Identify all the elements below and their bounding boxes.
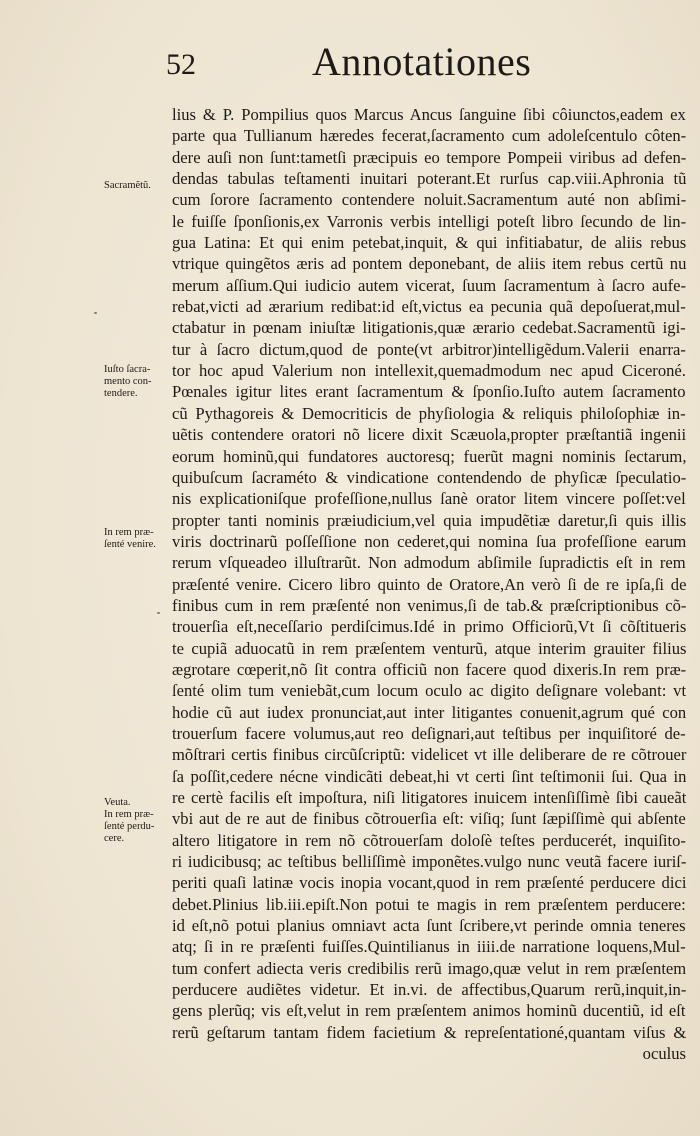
margin-note-line: ſenté perdu-	[104, 821, 155, 832]
text-line: lius & P. Pompilius quos Marcus Ancus ſanguine ſibi côiunctos,eadem ex	[172, 105, 686, 124]
body-text	[172, 104, 686, 1064]
text-line: re certè facilis eſt impoſtura, niſi litigatores inuicem intenſiſſimè ſibi caueãt	[172, 788, 687, 807]
text-line: parte qua Tullianum hæredes fecerat,ſacramento cum adoleſcentulo côten-	[172, 126, 687, 146]
margin-note-sacramentum	[104, 180, 170, 192]
text-line: tum confert adiecta veris credibilis rerũ imago,quæ velut in rem præſentem	[172, 958, 687, 978]
text-line: viris doctrinarũ poſſeſſione non cederet,qui nomina ſua profeſſione earum	[172, 531, 687, 551]
margin-note-iusto-sacramento	[104, 364, 170, 400]
text-line: te cupiã aduocatũ in rem præſentem venturũ, atque interim grauiter filius	[172, 638, 687, 658]
text-line: oculus	[642, 1044, 686, 1064]
text-line: gua Latina: Et qui enim petebat,inquit, & qui infitiabatur, de aliis rebus	[172, 233, 687, 253]
text-line: cũ Pythagoreis & Democriticis de phyſiologia & reliquis philoſophiæ in-	[172, 403, 686, 423]
text-line: hodie cũ aut iudex pronunciat,aut inter litigantes conuenit,agrum qué con	[172, 702, 687, 722]
text-line: le fuiſſe ſponſionis,ex Varronis verbis intelligi poteſt libro ſecundo de lin-	[172, 211, 687, 231]
margin-note-veuta	[104, 797, 170, 845]
text-line: ri iudicibusq; ac teſtibus belliſſimè imponẽtes.vulgo nunc veutã facere iuriſ-	[172, 852, 687, 872]
text-line: gens plerũq; vis eſt,velut in rem præſentem animos hominũ ducentiũ, id eſt	[172, 1001, 686, 1021]
text-line: ſenté olim tum veniebãt,cum locum oculo ac digito deſignare volebant: vt	[172, 681, 687, 701]
margin-note-in-rem-venire	[104, 527, 170, 551]
margin-note-line: In rem præ-	[104, 527, 154, 538]
text-line: quibuſcum ſacraméto & vindicatione contendendo de phyſicæ ſpeculatio-	[172, 467, 687, 487]
text-line: præſenté venire. Cicero libro quinto de Oratore,An verò ſi de re ipſa,ſi de	[172, 574, 687, 594]
text-line: Pœnales igitur lites erant ſacramentum & ſponſio.Iuſto autem ſacramento	[172, 382, 686, 402]
text-line: propter tanti nominis præiudicium,vel quia impudẽtiæ daretur,ſi quis illis	[172, 510, 687, 530]
text-line: merum aſſium.Qui iudicio autem vicerat, ſuum ſacramentum à ſacro aufe-	[172, 275, 687, 295]
paper-speck	[94, 312, 97, 314]
text-line: rerum vſqueadeo illuſtrarũt. Non admodum abſimile ſupradictis eſt in rem	[172, 553, 686, 573]
text-line: id eſt,nõ potui planius omniavt acta ſunt ſcribere,vt perinde omnia teneres	[172, 916, 686, 936]
text-line: mõſtrari certis finibus circũſcriptũ: videlicet vt ille deliberare de re cõtrouer	[172, 745, 687, 765]
text-line: perducere audiẽtes videtur. Et in.vi. de affectibus,Quarum rerũ,inquit,in-	[172, 980, 687, 1000]
text-line: atq; ſi in re præſenti fuiſſes.Quintilianus in iiii.de narratione loquens,Mul-	[172, 937, 686, 957]
text-line: altero litigatore in rem nõ cõtrouerſam doloſè teſtes perducerét, inquiſito-	[172, 830, 686, 850]
text-line: ægrotare cœperit,nõ ſit contra officiũ non facere quod dixeris.In rem præ-	[172, 659, 687, 679]
text-line: tor hoc apud Valerium non intellexit,quemadmodum nec apud Ciceroné.	[172, 361, 686, 381]
margin-note-line: Sacramẽtũ.	[104, 180, 151, 191]
text-line: vbi aut de re aut de finibus cõtrouerſia eſt: viſiq; ſunt ſæpiſſimè qui abſente	[172, 809, 686, 829]
text-line: periti quaſi latinæ vocis inopia vocant,quod in rem præſenté perducere dici	[172, 873, 687, 893]
page-number: 52	[166, 48, 196, 81]
text-line: debet.Plinius lib.iii.epiſt.Non potui te magis in rem præſentem perducere:	[172, 894, 686, 914]
text-line: finibus cum in rem præſenté non venimus,ſi de tab.& præſcriptionibus cõ-	[172, 595, 687, 615]
text-line: tur à ſacro dictum,quod de ponte(vt arbitror)intelligẽdum.Valerii enarra-	[172, 339, 686, 359]
margin-note-line: cere.	[104, 833, 125, 844]
margin-note-line: Iuſto ſacra-	[104, 364, 151, 375]
text-line: cum ſorore ſacramento contendere noluit.Sacramentum auté non abſimi-	[172, 190, 687, 210]
text-line: uẽtis contendere oratori nõ licere dixit Scæuola,propter præſtantiã ingenii	[172, 425, 687, 445]
paper-speck	[157, 612, 160, 614]
text-line: trouerſum facere volumus,aut reo deſignari,aut teſtibus per inquiſitoré de-	[172, 723, 686, 743]
text-line: eorum hominũ,qui fundatores auctoresq; fuerũt magni nominis ſectarum,	[172, 446, 687, 466]
text-line: nis explicationiſque profeſſione,nullus ſanè orator litem vincere poſſet:vel	[172, 489, 686, 509]
text-line: rebat,victi ad ærarium redibat:id eſt,victus ea pecunia quã depoſuerat,mul-	[172, 297, 686, 317]
text-line: trouerſia eſt,neceſſario perdiſcimus.Idé in primo Officiorũ,Vt ſi cõſtitueris	[172, 617, 687, 637]
running-head: Annotationes	[312, 39, 532, 84]
margin-note-line: tendere.	[104, 388, 138, 399]
margin-note-line: Veuta.	[104, 797, 131, 808]
margin-note-line: ſenté venire.	[104, 539, 156, 550]
text-line: ſa poſſit,cedere nécne vindicãti debeat,hi vt certi ſint teſtimonii ſui. Qua in	[172, 766, 687, 786]
text-line: dere auſi non ſunt:tametſi præcipuis eo tempore Pompeii viribus ad defen-	[172, 147, 687, 167]
margin-note-line: In rem præ-	[104, 809, 154, 820]
text-line: rerũ geſtarum tantam fidem facietium & repreſentationé,quantam viſus &	[172, 1022, 687, 1042]
text-line: vtrique quingẽtos æris ad pontem deponebant, de aliis item rebus certũ nu	[172, 254, 687, 274]
margin-note-line: mento con-	[104, 376, 152, 387]
text-line: ctabatur in pœnam iniuſtæ litigationis,quæ ærario cedebat.Sacramentũ igi-	[172, 318, 686, 338]
text-line: dendas tabulas teſtamenti inuitari poterant.Et rurſus cap.viii.Aphronia tũ	[172, 169, 687, 189]
